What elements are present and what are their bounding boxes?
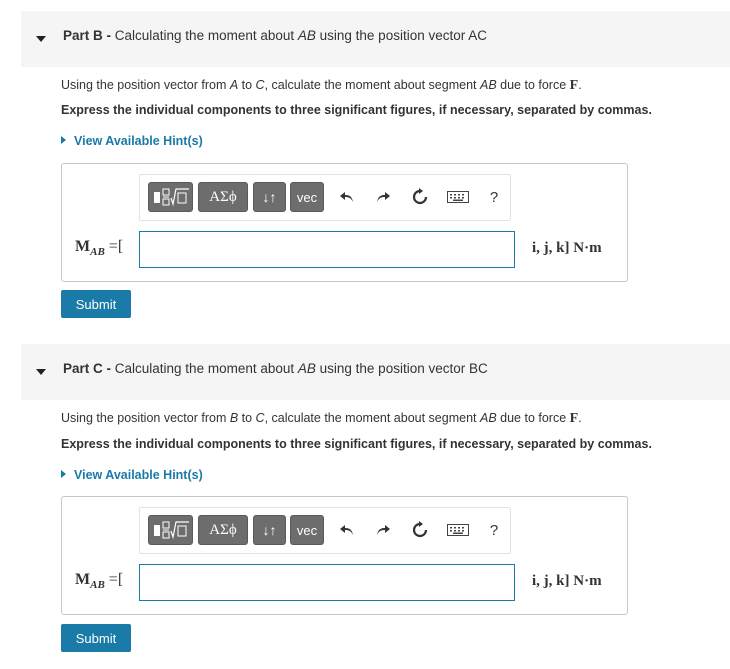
- part-c-hint-link[interactable]: View Available Hint(s): [61, 468, 203, 482]
- reset-icon[interactable]: [409, 186, 431, 208]
- subscript-superscript-button[interactable]: ↓↑: [253, 182, 286, 212]
- part-b-answer-box: [61, 163, 628, 282]
- redo-icon[interactable]: [372, 519, 394, 541]
- part-b-hint-link[interactable]: View Available Hint(s): [61, 134, 203, 148]
- undo-icon[interactable]: [336, 186, 358, 208]
- moment-input[interactable]: [139, 564, 515, 601]
- part-b-header[interactable]: [21, 11, 730, 67]
- part-b-title: Part B - Calculating the moment about AB using the position vector AC: [63, 28, 487, 43]
- math-toolbar: [139, 507, 511, 554]
- collapse-caret-icon[interactable]: [36, 36, 46, 42]
- help-button[interactable]: ?: [489, 188, 499, 206]
- fraction-root-template-icon: [151, 186, 191, 208]
- moment-label: $M_{AB}$ =[: [75, 571, 124, 592]
- units-label: i, j, k] N·m: [532, 573, 602, 589]
- greek-letters-button[interactable]: ΑΣϕ: [198, 515, 248, 545]
- keyboard-icon[interactable]: [445, 519, 471, 541]
- part-b-instruction: Using the position vector from A to C, calculate the moment about segment AB due to force F.: [61, 78, 582, 93]
- part-c-submit-button[interactable]: Submit: [61, 624, 131, 652]
- part-c-format-note: Express the individual components to three significant figures, if necessary, separated by commas.: [61, 437, 652, 451]
- redo-icon[interactable]: [372, 186, 394, 208]
- part-c-title: Part C - Calculating the moment about AB using the position vector BC: [63, 361, 488, 376]
- greek-letters-button[interactable]: ΑΣϕ: [198, 182, 248, 212]
- part-c-instruction: Using the position vector from B to C, calculate the moment about segment AB due to force F.: [61, 411, 582, 426]
- collapse-caret-icon[interactable]: [36, 369, 46, 375]
- part-c-header[interactable]: [21, 344, 730, 400]
- part-b-format-note: Express the individual components to three significant figures, if necessary, separated by commas.: [61, 103, 652, 117]
- math-toolbar: [139, 174, 511, 221]
- keyboard-icon[interactable]: [445, 186, 471, 208]
- part-b-submit-button[interactable]: Submit: [61, 290, 131, 318]
- part-c-answer-box: [61, 496, 628, 615]
- help-button[interactable]: ?: [489, 521, 499, 539]
- fraction-root-template-icon: [151, 519, 191, 541]
- expand-triangle-icon: [61, 136, 66, 144]
- units-label: i, j, k] N·m: [532, 240, 602, 256]
- expand-triangle-icon: [61, 470, 66, 478]
- moment-input[interactable]: [139, 231, 515, 268]
- vector-button[interactable]: vec: [290, 182, 324, 212]
- subscript-superscript-button[interactable]: ↓↑: [253, 515, 286, 545]
- templates-button[interactable]: [148, 515, 193, 545]
- templates-button[interactable]: [148, 182, 193, 212]
- moment-label: $M_{AB}$ =[: [75, 238, 124, 259]
- undo-icon[interactable]: [336, 519, 358, 541]
- reset-icon[interactable]: [409, 519, 431, 541]
- vector-button[interactable]: vec: [290, 515, 324, 545]
